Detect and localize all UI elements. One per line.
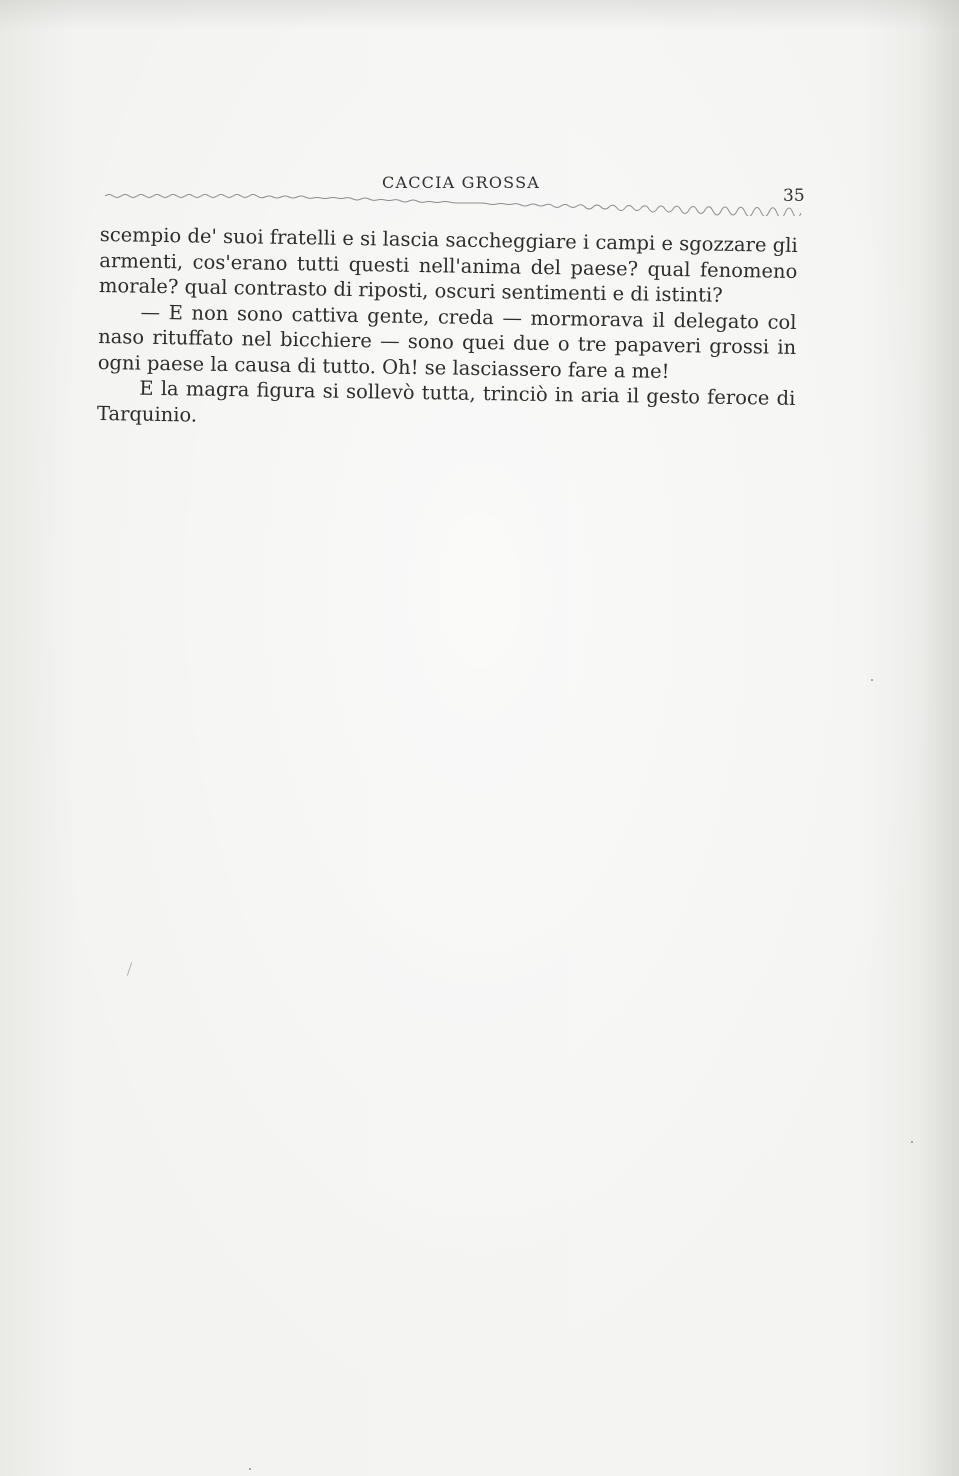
scan-speck <box>911 1141 913 1143</box>
scan-speck <box>871 679 873 681</box>
decorative-wavy-rule <box>105 192 805 216</box>
paragraph: — E non sono cattiva gente, creda — mormorava il delegato col naso rituffato nel bicchiere — sono quei due o tre papaveri grossi in ogni paese la causa di tutto. Oh! se lasciassero fare a me! <box>97 300 797 383</box>
page-number: 35 <box>783 186 805 206</box>
page-right-shadow <box>919 0 959 1476</box>
body-text <box>97 222 798 437</box>
paragraph: scempio de' suoi fratelli e si lascia saccheggiare i campi e sgozzare gli armenti, cos'erano tutti questi nell'anima del paese? qual fenomeno morale? qual contrasto di riposti, oscuri sentimenti e di istinti? <box>98 222 798 307</box>
page-top-shadow <box>0 0 959 30</box>
paragraph: E la magra figura si sollevò tutta, trinciò in aria il gesto feroce di Tarquinio. <box>96 376 796 427</box>
scan-speck <box>249 1468 251 1470</box>
scan-scratch-mark <box>127 962 132 976</box>
running-title: CACCIA GROSSA <box>382 173 540 192</box>
